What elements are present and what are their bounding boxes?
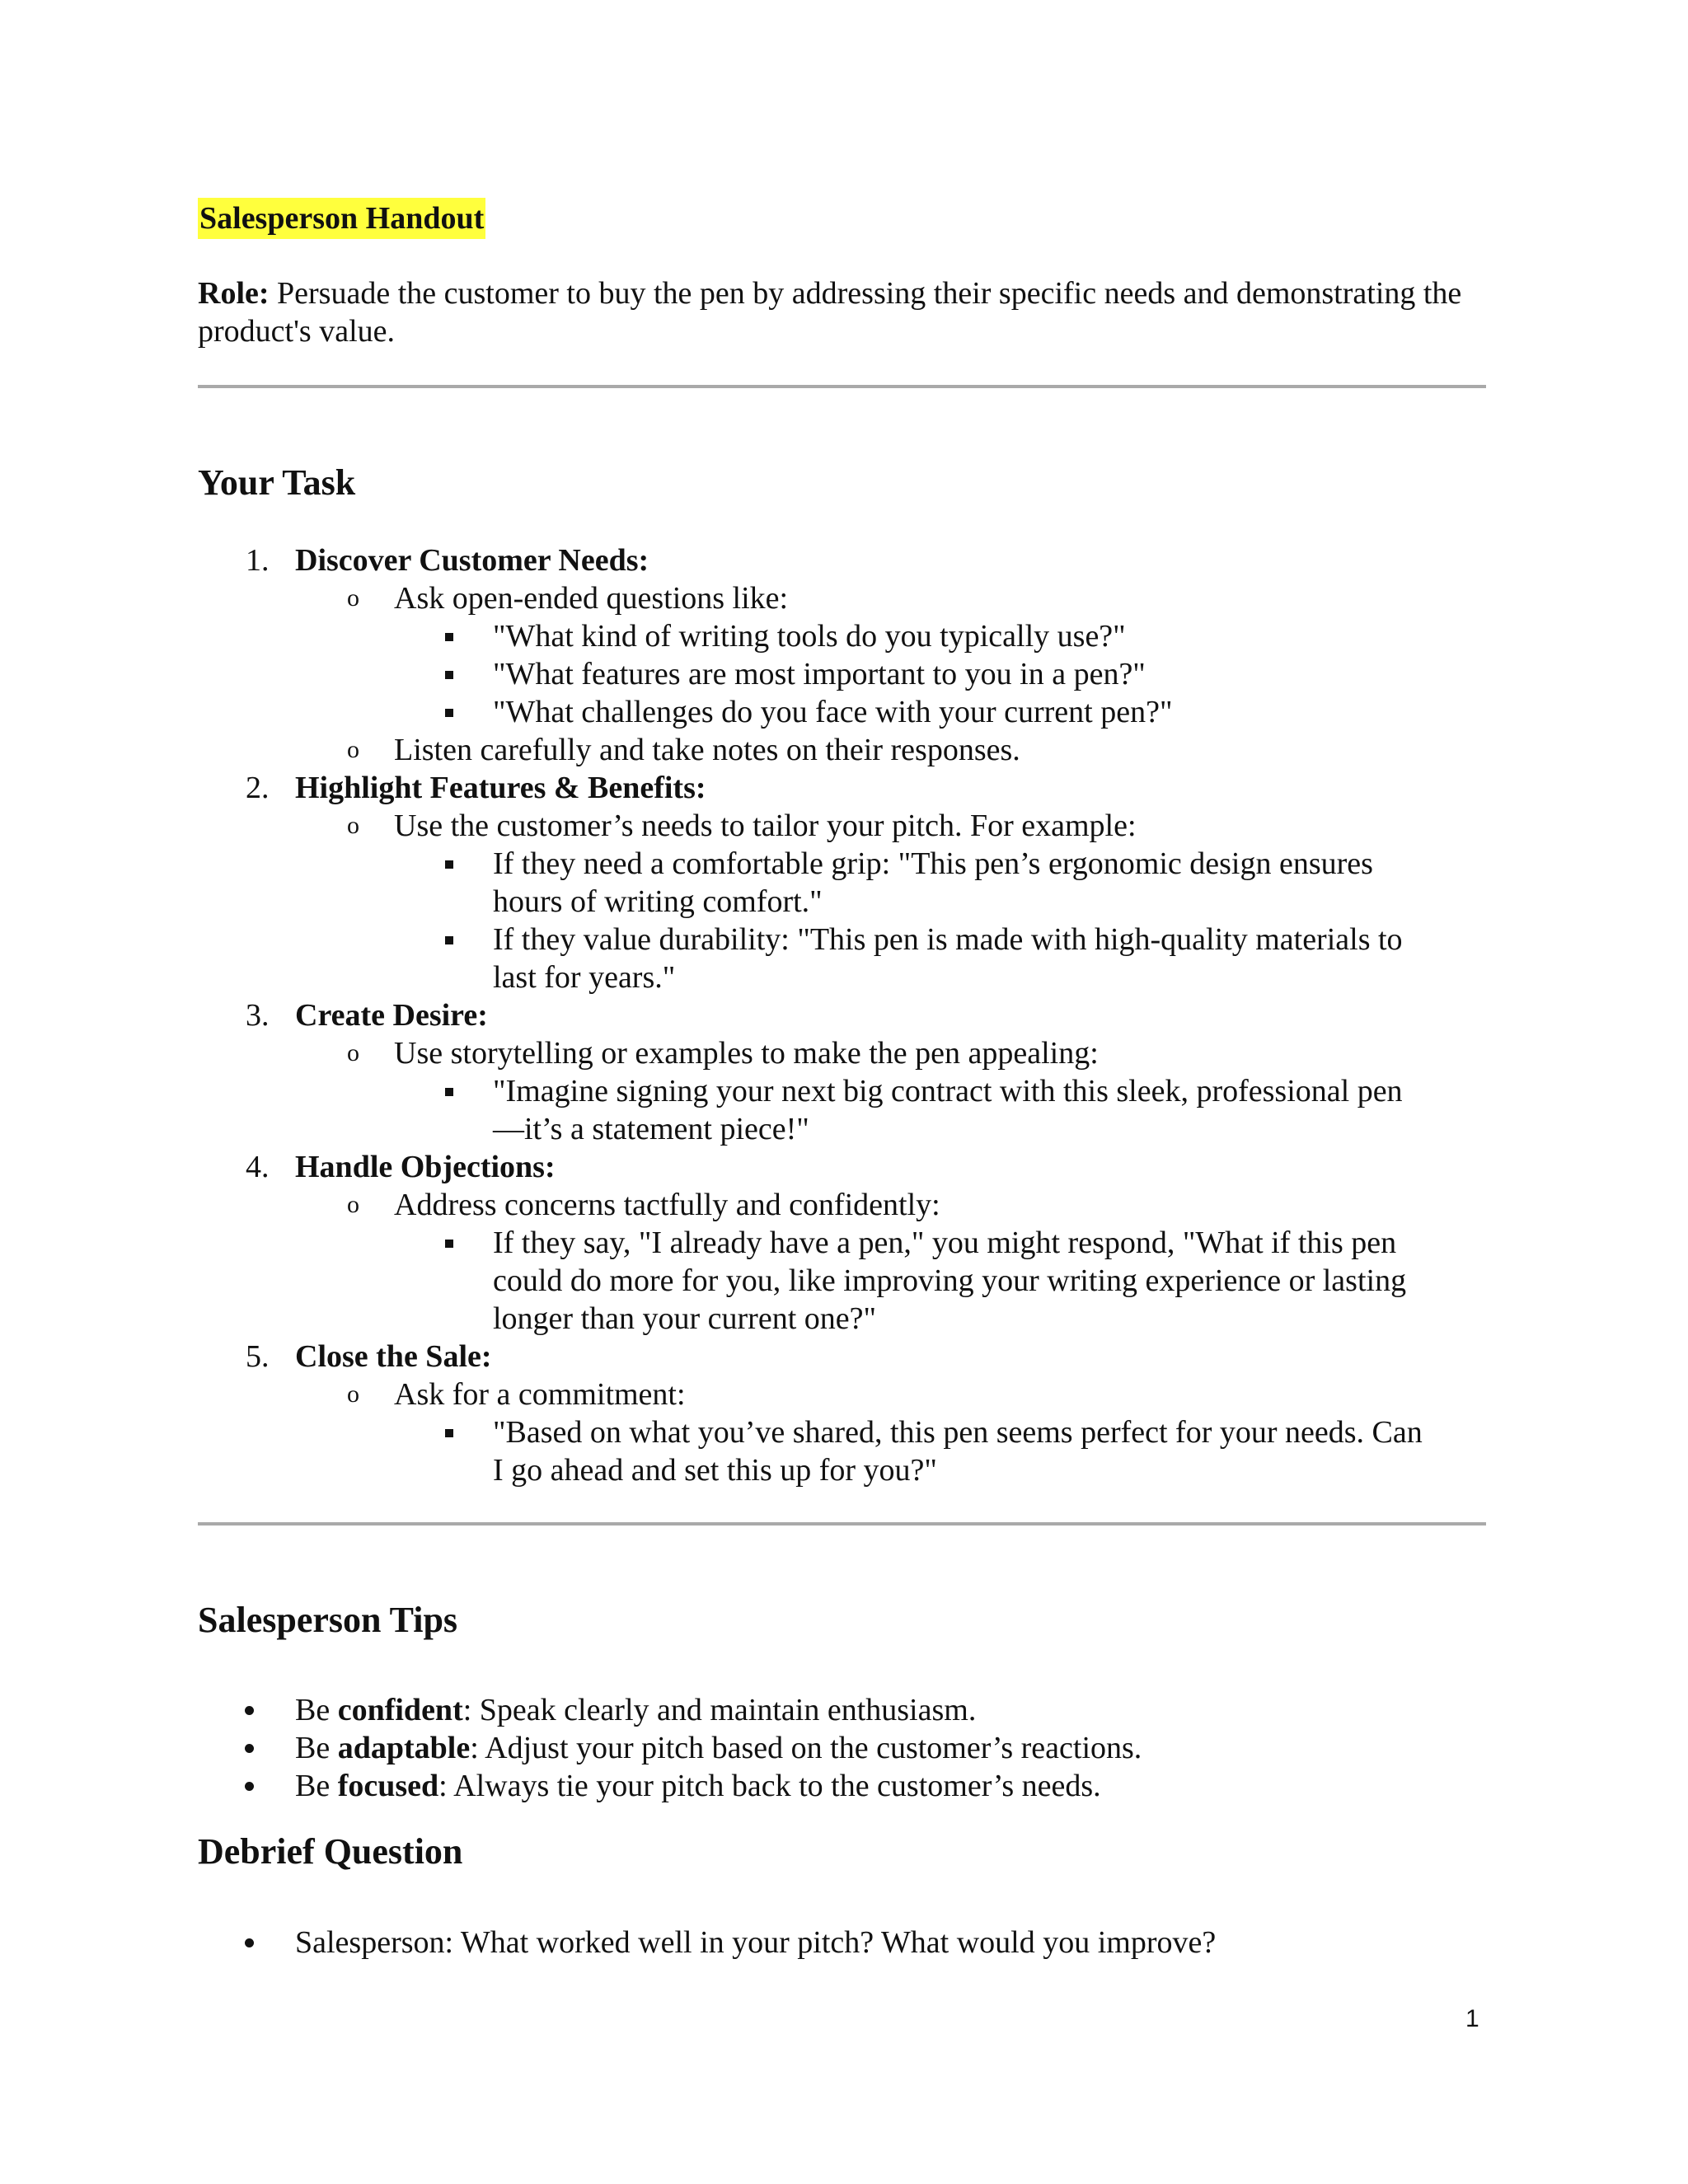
step-detail-text: If they need a comfortable grip: "This pen’s ergonomic design ensures bbox=[493, 846, 1373, 881]
circle-bullet-icon: o bbox=[347, 812, 359, 839]
tip-item bbox=[295, 1767, 1101, 1805]
circle-bullet-icon: o bbox=[347, 1191, 359, 1218]
step-detail-text: —it’s a statement piece!" bbox=[493, 1112, 809, 1146]
step-detail-text: "Imagine signing your next big contract with this sleek, professional pen bbox=[493, 1074, 1403, 1108]
circle-bullet-icon: o bbox=[347, 584, 359, 612]
step-detail-text: "What kind of writing tools do you typically use?" bbox=[493, 619, 1126, 654]
debrief-question-heading: Debrief Question bbox=[198, 1831, 463, 1872]
square-bullet-icon bbox=[445, 671, 453, 679]
step-detail-text: If they say, "I already have a pen," you might respond, "What if this pen bbox=[493, 1226, 1397, 1260]
square-bullet-icon bbox=[445, 1240, 453, 1248]
tip-prefix: Be bbox=[295, 1693, 338, 1727]
step-number: 1. bbox=[246, 543, 270, 578]
step-detail-text: If they value durability: "This pen is made with high-quality materials to bbox=[493, 922, 1403, 957]
step-label: Close the Sale: bbox=[295, 1339, 492, 1374]
step-point-text: Listen carefully and take notes on their responses. bbox=[394, 733, 1020, 767]
step-number: 3. bbox=[246, 998, 270, 1033]
step-detail-text: "Based on what you’ve shared, this pen seems perfect for your needs. Can bbox=[493, 1415, 1423, 1450]
step-detail-text: "What features are most important to you in a pen?" bbox=[493, 657, 1146, 691]
role-label: Role: bbox=[198, 276, 270, 311]
role-text: Persuade the customer to buy the pen by addressing their specific needs and demonstrating the product's value. bbox=[198, 276, 1462, 349]
tip-prefix: Be bbox=[295, 1731, 338, 1765]
bullet-dot-icon bbox=[245, 1744, 254, 1753]
step-point-text: Address concerns tactfully and confidently: bbox=[394, 1188, 940, 1222]
step-detail-text: "What challenges do you face with your current pen?" bbox=[493, 695, 1173, 729]
step-point-text: Ask open-ended questions like: bbox=[394, 581, 789, 616]
bullet-dot-icon bbox=[245, 1782, 254, 1791]
step-number: 2. bbox=[246, 771, 270, 805]
document-title: Salesperson Handout bbox=[198, 198, 485, 239]
tip-keyword: focused bbox=[337, 1769, 439, 1803]
step-number: 4. bbox=[246, 1150, 270, 1184]
step-detail-text: last for years." bbox=[493, 960, 676, 995]
step-point-text: Use the customer’s needs to tailor your pitch. For example: bbox=[394, 808, 1137, 843]
square-bullet-icon bbox=[445, 1429, 453, 1437]
circle-bullet-icon: o bbox=[347, 736, 359, 763]
step-number: 5. bbox=[246, 1339, 270, 1374]
tip-keyword: adaptable bbox=[337, 1731, 471, 1765]
tip-prefix: Be bbox=[295, 1769, 338, 1803]
step-point-text: Use storytelling or examples to make the pen appealing: bbox=[394, 1036, 1099, 1071]
square-bullet-icon bbox=[445, 633, 453, 641]
square-bullet-icon bbox=[445, 936, 453, 944]
role-statement bbox=[198, 274, 1484, 350]
tip-rest: : Always tie your pitch back to the customer’s needs. bbox=[438, 1769, 1101, 1803]
step-detail-text: longer than your current one?" bbox=[493, 1301, 876, 1336]
step-detail-text: could do more for you, like improving your writing experience or lasting bbox=[493, 1263, 1407, 1298]
step-label: Create Desire: bbox=[295, 998, 488, 1033]
square-bullet-icon bbox=[445, 1088, 453, 1096]
bullet-dot-icon bbox=[245, 1938, 254, 1947]
square-bullet-icon bbox=[445, 860, 453, 869]
tip-item bbox=[295, 1691, 976, 1729]
salesperson-tips-heading: Salesperson Tips bbox=[198, 1600, 458, 1640]
circle-bullet-icon: o bbox=[347, 1380, 359, 1408]
section-divider bbox=[198, 385, 1486, 388]
circle-bullet-icon: o bbox=[347, 1039, 359, 1066]
step-point-text: Ask for a commitment: bbox=[394, 1377, 686, 1412]
step-detail-text: I go ahead and set this up for you?" bbox=[493, 1453, 937, 1488]
your-task-heading: Your Task bbox=[198, 462, 356, 503]
tip-keyword: confident bbox=[337, 1693, 463, 1727]
step-detail-text: hours of writing comfort." bbox=[493, 884, 823, 919]
step-label: Discover Customer Needs: bbox=[295, 543, 649, 578]
step-label: Handle Objections: bbox=[295, 1150, 556, 1184]
tip-rest: : Adjust your pitch based on the customer’s reactions. bbox=[470, 1731, 1142, 1765]
step-label: Highlight Features & Benefits: bbox=[295, 771, 706, 805]
tip-rest: : Speak clearly and maintain enthusiasm. bbox=[462, 1693, 977, 1727]
tip-item bbox=[295, 1729, 1142, 1767]
debrief-item: Salesperson: What worked well in your pitch? What would you improve? bbox=[295, 1925, 1217, 1960]
bullet-dot-icon bbox=[245, 1706, 254, 1715]
section-divider bbox=[198, 1522, 1486, 1526]
page-number: 1 bbox=[1465, 2005, 1479, 2032]
square-bullet-icon bbox=[445, 709, 453, 717]
